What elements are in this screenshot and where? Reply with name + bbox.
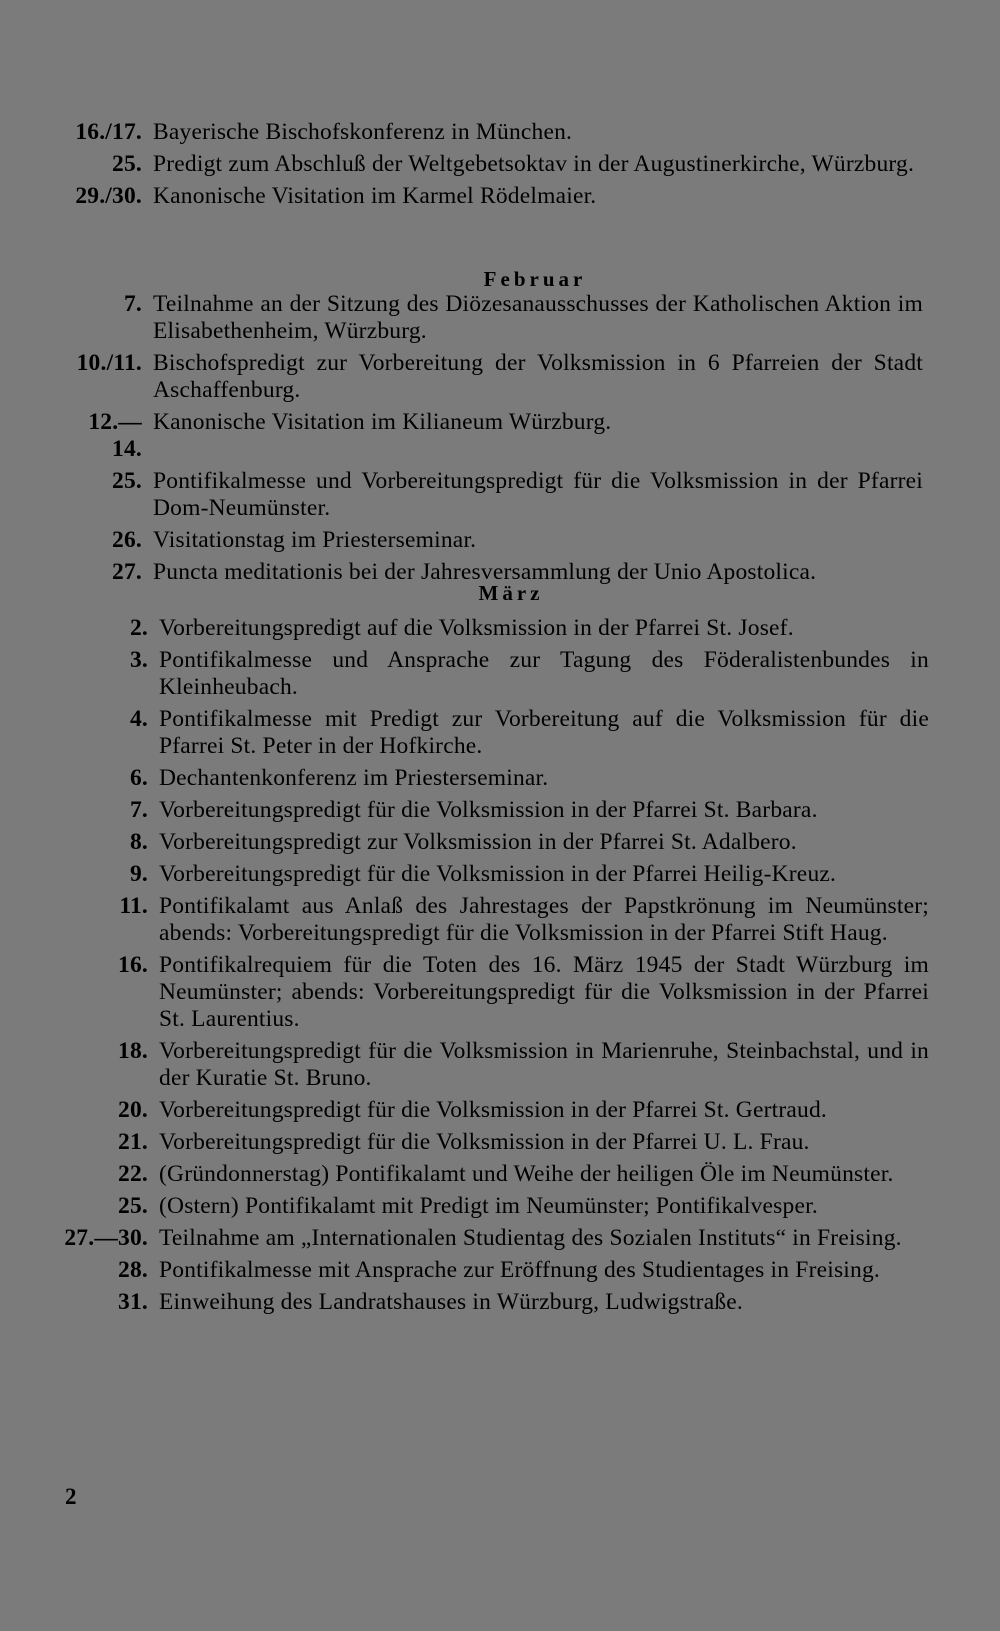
calendar-entry <box>0 893 1000 947</box>
entry-text: Vorbereitungspredigt für die Volksmission in der Pfarrei St. Barbara. <box>159 797 818 823</box>
entry-text: Predigt zum Abschluß der Weltgebetsoktav in der Augustinerkirche, Würzburg. <box>153 151 915 177</box>
entry-date: 11. <box>119 893 148 919</box>
calendar-entry <box>0 468 1000 522</box>
januar-section <box>0 119 1000 215</box>
calendar-entry <box>0 952 1000 1033</box>
entry-date: 28. <box>118 1257 148 1283</box>
entry-date: 22. <box>118 1161 148 1187</box>
entry-date: 2. <box>129 615 148 641</box>
entry-text: Pontifikalrequiem für die Toten des 16. März 1945 der Stadt Würzburg im Neumünster; abends: Vorbereitungspredigt für die Volksmission in der Pfarrei St. Laurentius. <box>159 952 929 1032</box>
entry-text: Vorbereitungspredigt für die Volksmission in der Pfarrei U. L. Frau. <box>159 1129 810 1155</box>
calendar-entry <box>0 1257 1000 1284</box>
entry-date: 16. <box>118 952 148 978</box>
entry-date: 9. <box>129 861 148 887</box>
calendar-entry <box>0 350 1000 404</box>
entry-text: Pontifikalmesse mit Ansprache zur Eröffnung des Studientages in Freising. <box>159 1257 881 1283</box>
calendar-entry <box>0 1225 1000 1252</box>
calendar-entry <box>0 829 1000 856</box>
calendar-entry <box>0 1129 1000 1156</box>
entry-date: 16./17. <box>75 119 142 145</box>
entry-date: 12.—14. <box>88 409 142 462</box>
entry-date: 27.—30. <box>64 1225 148 1251</box>
entry-text: Bischofspredigt zur Vorbereitung der Volksmission in 6 Pfarreien der Stadt Aschaffenburg. <box>153 350 923 403</box>
entry-date: 29./30. <box>75 183 142 209</box>
calendar-entry <box>0 765 1000 792</box>
entry-date: 8. <box>129 829 148 855</box>
calendar-entry <box>0 615 1000 642</box>
entry-date: 25. <box>118 1193 148 1219</box>
entry-text: Puncta meditationis bei der Jahresversammlung der Unio Apostolica. <box>153 559 817 585</box>
calendar-entry <box>0 291 1000 345</box>
entry-date: 21. <box>118 1129 148 1155</box>
calendar-entry <box>0 797 1000 824</box>
calendar-entry <box>0 119 1000 146</box>
entry-text: Pontifikalmesse und Vorbereitungspredigt für die Volksmission in der Pfarrei Dom-Neumünster. <box>153 468 923 521</box>
entry-text: Kanonische Visitation im Karmel Rödelmaier. <box>153 183 597 209</box>
calendar-entry <box>0 647 1000 701</box>
month-heading-februar: Februar <box>483 267 587 291</box>
entry-date: 25. <box>112 151 142 177</box>
entry-date: 7. <box>129 797 148 823</box>
entry-text: (Ostern) Pontifikalamt mit Predigt im Neumünster; Pontifikalvesper. <box>159 1193 818 1219</box>
entry-text: Pontifikalamt aus Anlaß des Jahrestages der Papstkrönung im Neumünster; abends: Vorbereitungspredigt für die Volksmission in der Pfarrei Stift Haug. <box>159 893 929 946</box>
entry-text: Dechantenkonferenz im Priesterseminar. <box>159 765 549 791</box>
entry-date: 31. <box>118 1289 148 1315</box>
entry-date: 10./11. <box>76 350 142 376</box>
entry-text: Teilnahme an der Sitzung des Diözesanausschusses der Katholischen Aktion im Elisabethenheim, Würzburg. <box>153 291 923 344</box>
entry-text: Vorbereitungspredigt für die Volksmission in Marienruhe, Steinbachstal, und in der Kuratie St. Bruno. <box>159 1038 929 1091</box>
entry-date: 3. <box>129 647 148 673</box>
calendar-entry <box>0 1161 1000 1188</box>
calendar-entry <box>0 1038 1000 1092</box>
entry-date: 7. <box>123 291 142 317</box>
entry-text: Visitationstag im Priesterseminar. <box>153 527 477 553</box>
calendar-entry <box>0 527 1000 554</box>
entry-text: Vorbereitungspredigt auf die Volksmission in der Pfarrei St. Josef. <box>159 615 794 641</box>
entry-text: Vorbereitungspredigt zur Volksmission in der Pfarrei St. Adalbero. <box>159 829 797 855</box>
page-number: 2 <box>65 1484 77 1509</box>
entry-text: Teilnahme am „Internationalen Studientag des Sozialen Instituts“ in Freising. <box>159 1225 902 1251</box>
februar-heading-wrap <box>0 267 1000 292</box>
entry-date: 4. <box>129 706 148 732</box>
entry-date: 27. <box>112 559 142 585</box>
month-heading-maerz: März <box>478 581 544 605</box>
calendar-entry <box>0 1289 1000 1316</box>
entry-text: Pontifikalmesse mit Predigt zur Vorbereitung auf die Volksmission für die Pfarrei St. Peter in der Hofkirche. <box>159 706 929 759</box>
calendar-entry <box>0 861 1000 888</box>
maerz-section <box>0 615 1000 1321</box>
calendar-entry <box>0 151 1000 178</box>
entry-text: Bayerische Bischofskonferenz in München. <box>153 119 573 145</box>
entry-date: 18. <box>118 1038 148 1064</box>
entry-text: Vorbereitungspredigt für die Volksmission in der Pfarrei St. Gertraud. <box>159 1097 827 1123</box>
entry-text: Pontifikalmesse und Ansprache zur Tagung des Föderalistenbundes in Kleinheubach. <box>159 647 929 700</box>
entry-text: (Gründonnerstag) Pontifikalamt und Weihe der heiligen Öle im Neumünster. <box>159 1161 894 1187</box>
entry-text: Einweihung des Landratshauses in Würzburg, Ludwigstraße. <box>159 1289 743 1315</box>
maerz-heading-wrap <box>0 581 1000 606</box>
calendar-entry <box>0 706 1000 760</box>
entry-text: Kanonische Visitation im Kilianeum Würzburg. <box>153 409 612 435</box>
calendar-entry <box>0 1097 1000 1124</box>
entry-text: Vorbereitungspredigt für die Volksmission in der Pfarrei Heilig-Kreuz. <box>159 861 837 887</box>
entry-date: 6. <box>129 765 148 791</box>
entry-date: 26. <box>112 527 142 553</box>
februar-section <box>0 291 1000 591</box>
entry-date: 20. <box>118 1097 148 1123</box>
calendar-entry <box>0 409 1000 463</box>
calendar-entry <box>0 183 1000 210</box>
entry-date: 25. <box>112 468 142 494</box>
calendar-entry <box>0 1193 1000 1220</box>
